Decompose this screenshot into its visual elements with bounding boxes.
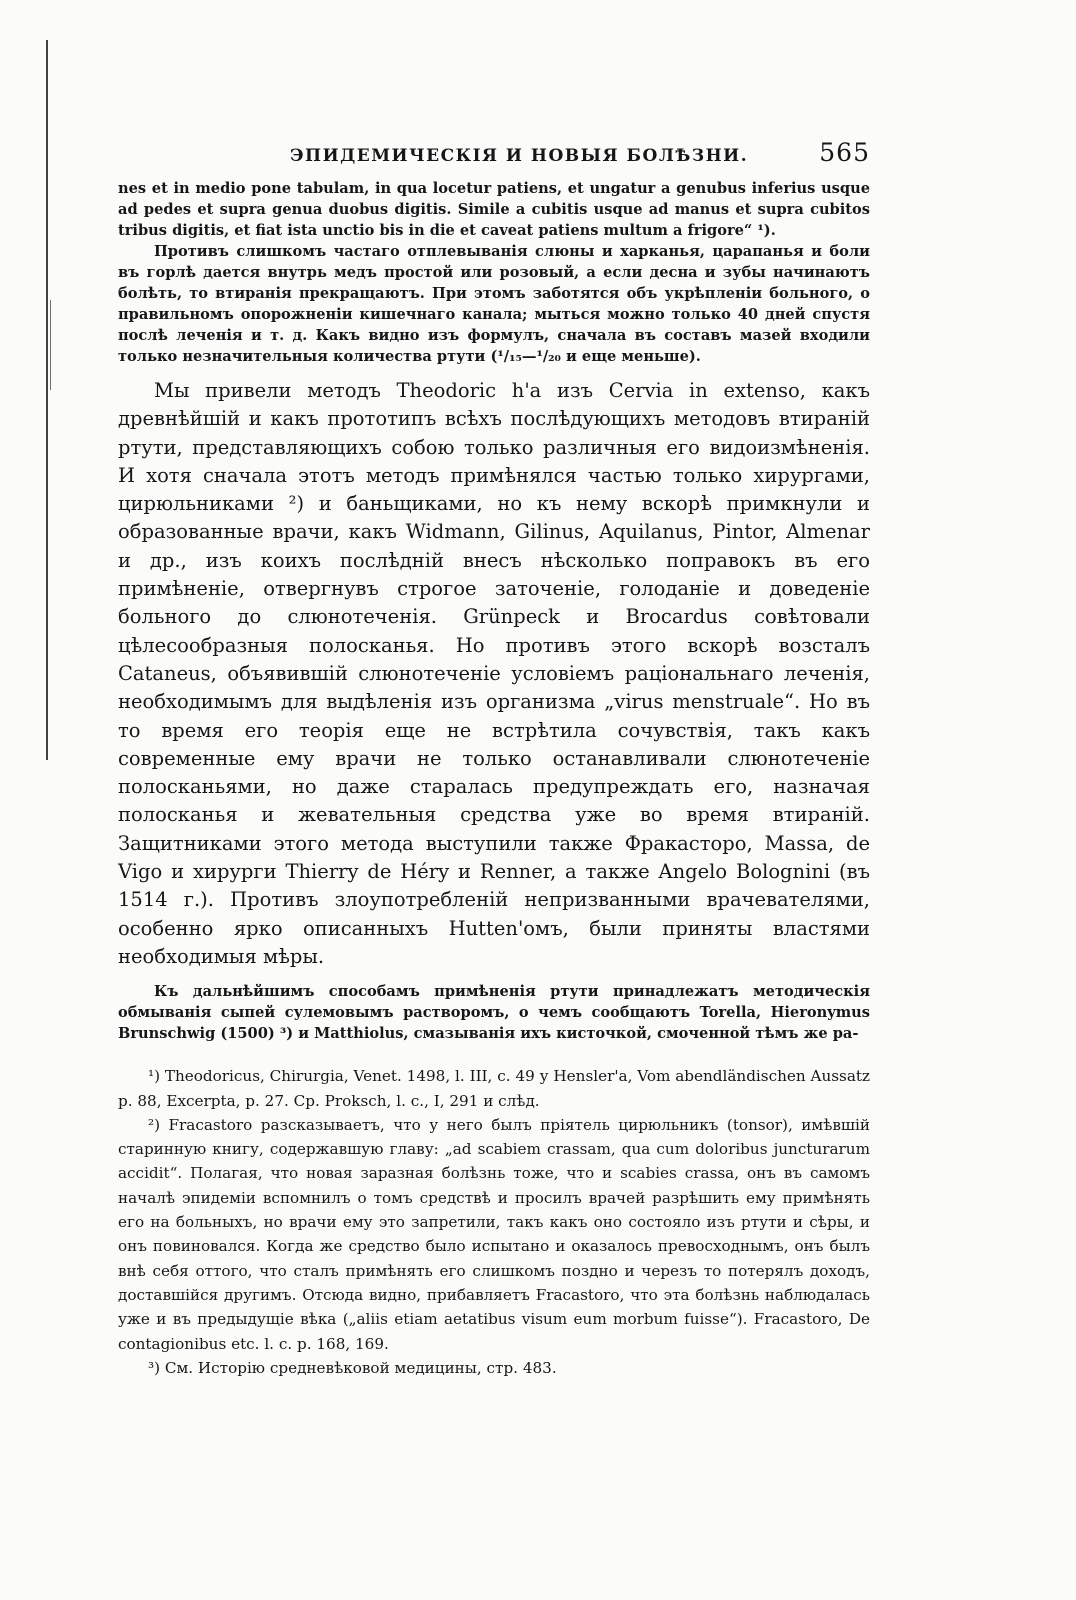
footnote-2: ²) Fracastoro разсказываетъ, что у него былъ пріятель цирюльникъ (tonsor), имѣвшій старинную книгу, содержавшую главу: „ad scabiem crassam, qua cum doloribus juncturarum accidit“. Полагая, что новая заразная болѣзнь тоже, что и scabies crassa, онъ въ самомъ началѣ эпидеміи вспомнилъ о томъ средствѣ и просилъ врачей разрѣшить ему примѣнять его на больныхъ, но врачи ему это запретили, такъ какъ оно состояло изъ ртути и сѣры, и онъ повиновался. Когда же средство было испытано и оказалось превосходнымъ, онъ былъ внѣ себя оттого, что сталъ примѣнять его слишкомъ поздно и черезъ то потерялъ доходъ, доставшійся другимъ. Отсюда видно, прибавляетъ Fracastoro, что эта болѣзнь наблюдалась уже и въ предыдущіе вѣка („aliis etiam aetatibus visum eum morbum fuisse“). Fracastoro, De contagionibus etc. l. c. p. 168, 169.	[118, 1115, 870, 1353]
latin-quotation-paragraph: nes et in medio pone tabulam, in qua locetur patiens, et ungatur a genubus inferius usque ad pedes et supra genua duobus digitis. Simile a cubitis usque ad manus et supra cubitos tribus digitis, et fiat ista unctio bis in die et caveat patiens multum a frigore“ ¹).	[118, 180, 870, 239]
closing-paragraph: Къ дальнѣйшимъ способамъ примѣненія ртути принадлежатъ методическія обмыванія сыпей сулемовымъ растворомъ, о чемъ сообщаютъ Torella, Hieronymus Brunschwig (1500) ³) и Matthiolus, смазыванія ихъ кисточкой, смоченной тѣмъ же ра-	[118, 983, 870, 1043]
page-header	[118, 138, 870, 178]
page-body	[118, 138, 870, 1380]
footnote-1: ¹) Theodoricus, Chirurgia, Venet. 1498, l. III, c. 49 у Hensler'а, Vom abendländischen Aussatz p. 88, Excerpta, p. 27. Ср. Proksch, l. c., I, 291 и слѣд.	[118, 1067, 870, 1110]
treatment-paragraph: Противъ слишкомъ частаго отплевыванія слюны и харканья, царапанья и боли въ горлѣ дается внутрь медъ простой или розовый, а если десна и зубы начинаютъ болѣть, то втиранія прекращаютъ. При этомъ заботятся объ укрѣпленіи больного, о правильномъ опорожненіи кишечнаго канала; мыться можно только 40 дней спустя послѣ леченія и т. д. Какъ видно изъ формулъ, сначала въ составъ мазей входили только незначительныя количества ртути (¹/₁₅—¹/₂₀ и еще меньше).	[118, 243, 870, 365]
footnote-3: ³) См. Исторію средневѣковой медицины, стр. 483.	[148, 1358, 557, 1377]
main-paragraph: Мы привели методъ Theodoric h'а изъ Cervia in extenso, какъ древнѣйшій и какъ прототипъ всѣхъ послѣдующихъ методовъ втираній ртути, представляющихъ собою только различныя его видоизмѣненія. И хотя сначала этотъ методъ примѣнялся частью только хирургами, цирюльниками ²) и баньщиками, но къ нему вскорѣ примкнули и образованные врачи, какъ Widmann, Gilinus, Aquilanus, Pintor, Almenar и др., изъ коихъ послѣдній внесъ нѣсколько поправокъ въ его примѣненіе, отвергнувъ строгое заточеніе, голоданіе и доведеніе больного до слюнотеченія. Grünpeck и Brocardus совѣтовали цѣлесообразныя полосканья. Но противъ этого вскорѣ возсталъ Cataneus, объявившій слюнотеченіе условіемъ раціональнаго леченія, необходимымъ для выдѣленія изъ организма „virus menstruale“. Но въ то время его теорія еще не встрѣтила сочувствія, такъ какъ современные ему врачи не только останавливали слюнотеченіе полосканьями, но даже старалась предупреждать его, назначая полосканья и жевательныя средства уже во время втираній. Защитниками этого метода выступили также Фракасторо, Massa, de Vigo и хирурги Thierry de Héry и Renner, а также Angelo Bolognini (въ 1514 г.). Противъ злоупотребленій непризванными врачевателями, особенно ярко описанныхъ Hutten'омъ, были приняты властями необходимыя мѣры.	[118, 379, 870, 968]
binding-edge-line	[46, 40, 48, 760]
page-number: 565	[819, 138, 870, 167]
binding-edge-mark	[50, 300, 51, 390]
running-title: ЭПИДЕМИЧЕСКІЯ И НОВЫЯ БОЛѢЗНИ.	[290, 146, 749, 166]
